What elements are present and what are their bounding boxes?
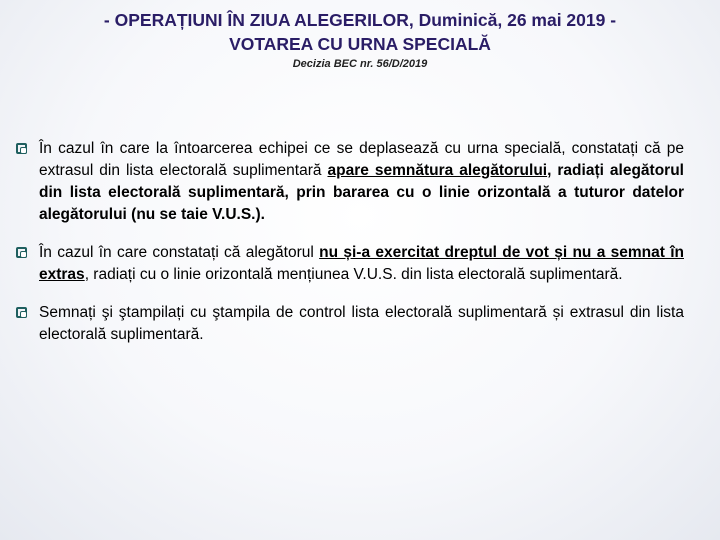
hollow-square-bullet-icon (16, 307, 27, 318)
hollow-square-bullet-icon (16, 143, 27, 154)
bullet-3-text: Semnați şi ştampilați cu ştampila de control lista electorală suplimentară și extrasul din lista electorală suplimentară. (39, 304, 684, 343)
title-line-1: - OPERAȚIUNI ÎN ZIUA ALEGERILOR, Duminică, 26 mai 2019 - (103, 10, 617, 30)
bullet-list (16, 138, 684, 362)
bullet-2-text: În cazul în care constatați că alegătorul (39, 244, 320, 261)
bullet-1-text: În cazul în care la întoarcerea echipei ce se deplasează cu urna specială, constatați că pe extrasul din lista electorală suplimentară (39, 140, 684, 179)
bullet-2-text-end: , radiați cu o linie orizontală mențiunea V.U.S. din lista electorală suplimentară. (84, 266, 623, 283)
bullet-2-emphasis: nu și-a exercitat dreptul de vot și nu a semnat în extras (39, 244, 684, 283)
hollow-square-bullet-icon (16, 247, 27, 258)
title-line-2: VOTAREA CU URNA SPECIALĂ (229, 34, 491, 54)
bullet-1-text-bold: , radiați alegătorul din lista electorală suplimentară, prin bararea cu o linie orizontală a tuturor datelor alegătorului (nu se taie V.U.S.). (39, 162, 684, 223)
bullet-item-1 (16, 138, 684, 226)
bullet-item-3 (16, 302, 684, 346)
page-title (40, 8, 680, 56)
bullet-item-2 (16, 242, 684, 286)
bullet-1-emphasis: apare semnătura alegătorului (327, 162, 548, 179)
decision-reference: Decizia BEC nr. 56/D/2019 (292, 58, 428, 70)
